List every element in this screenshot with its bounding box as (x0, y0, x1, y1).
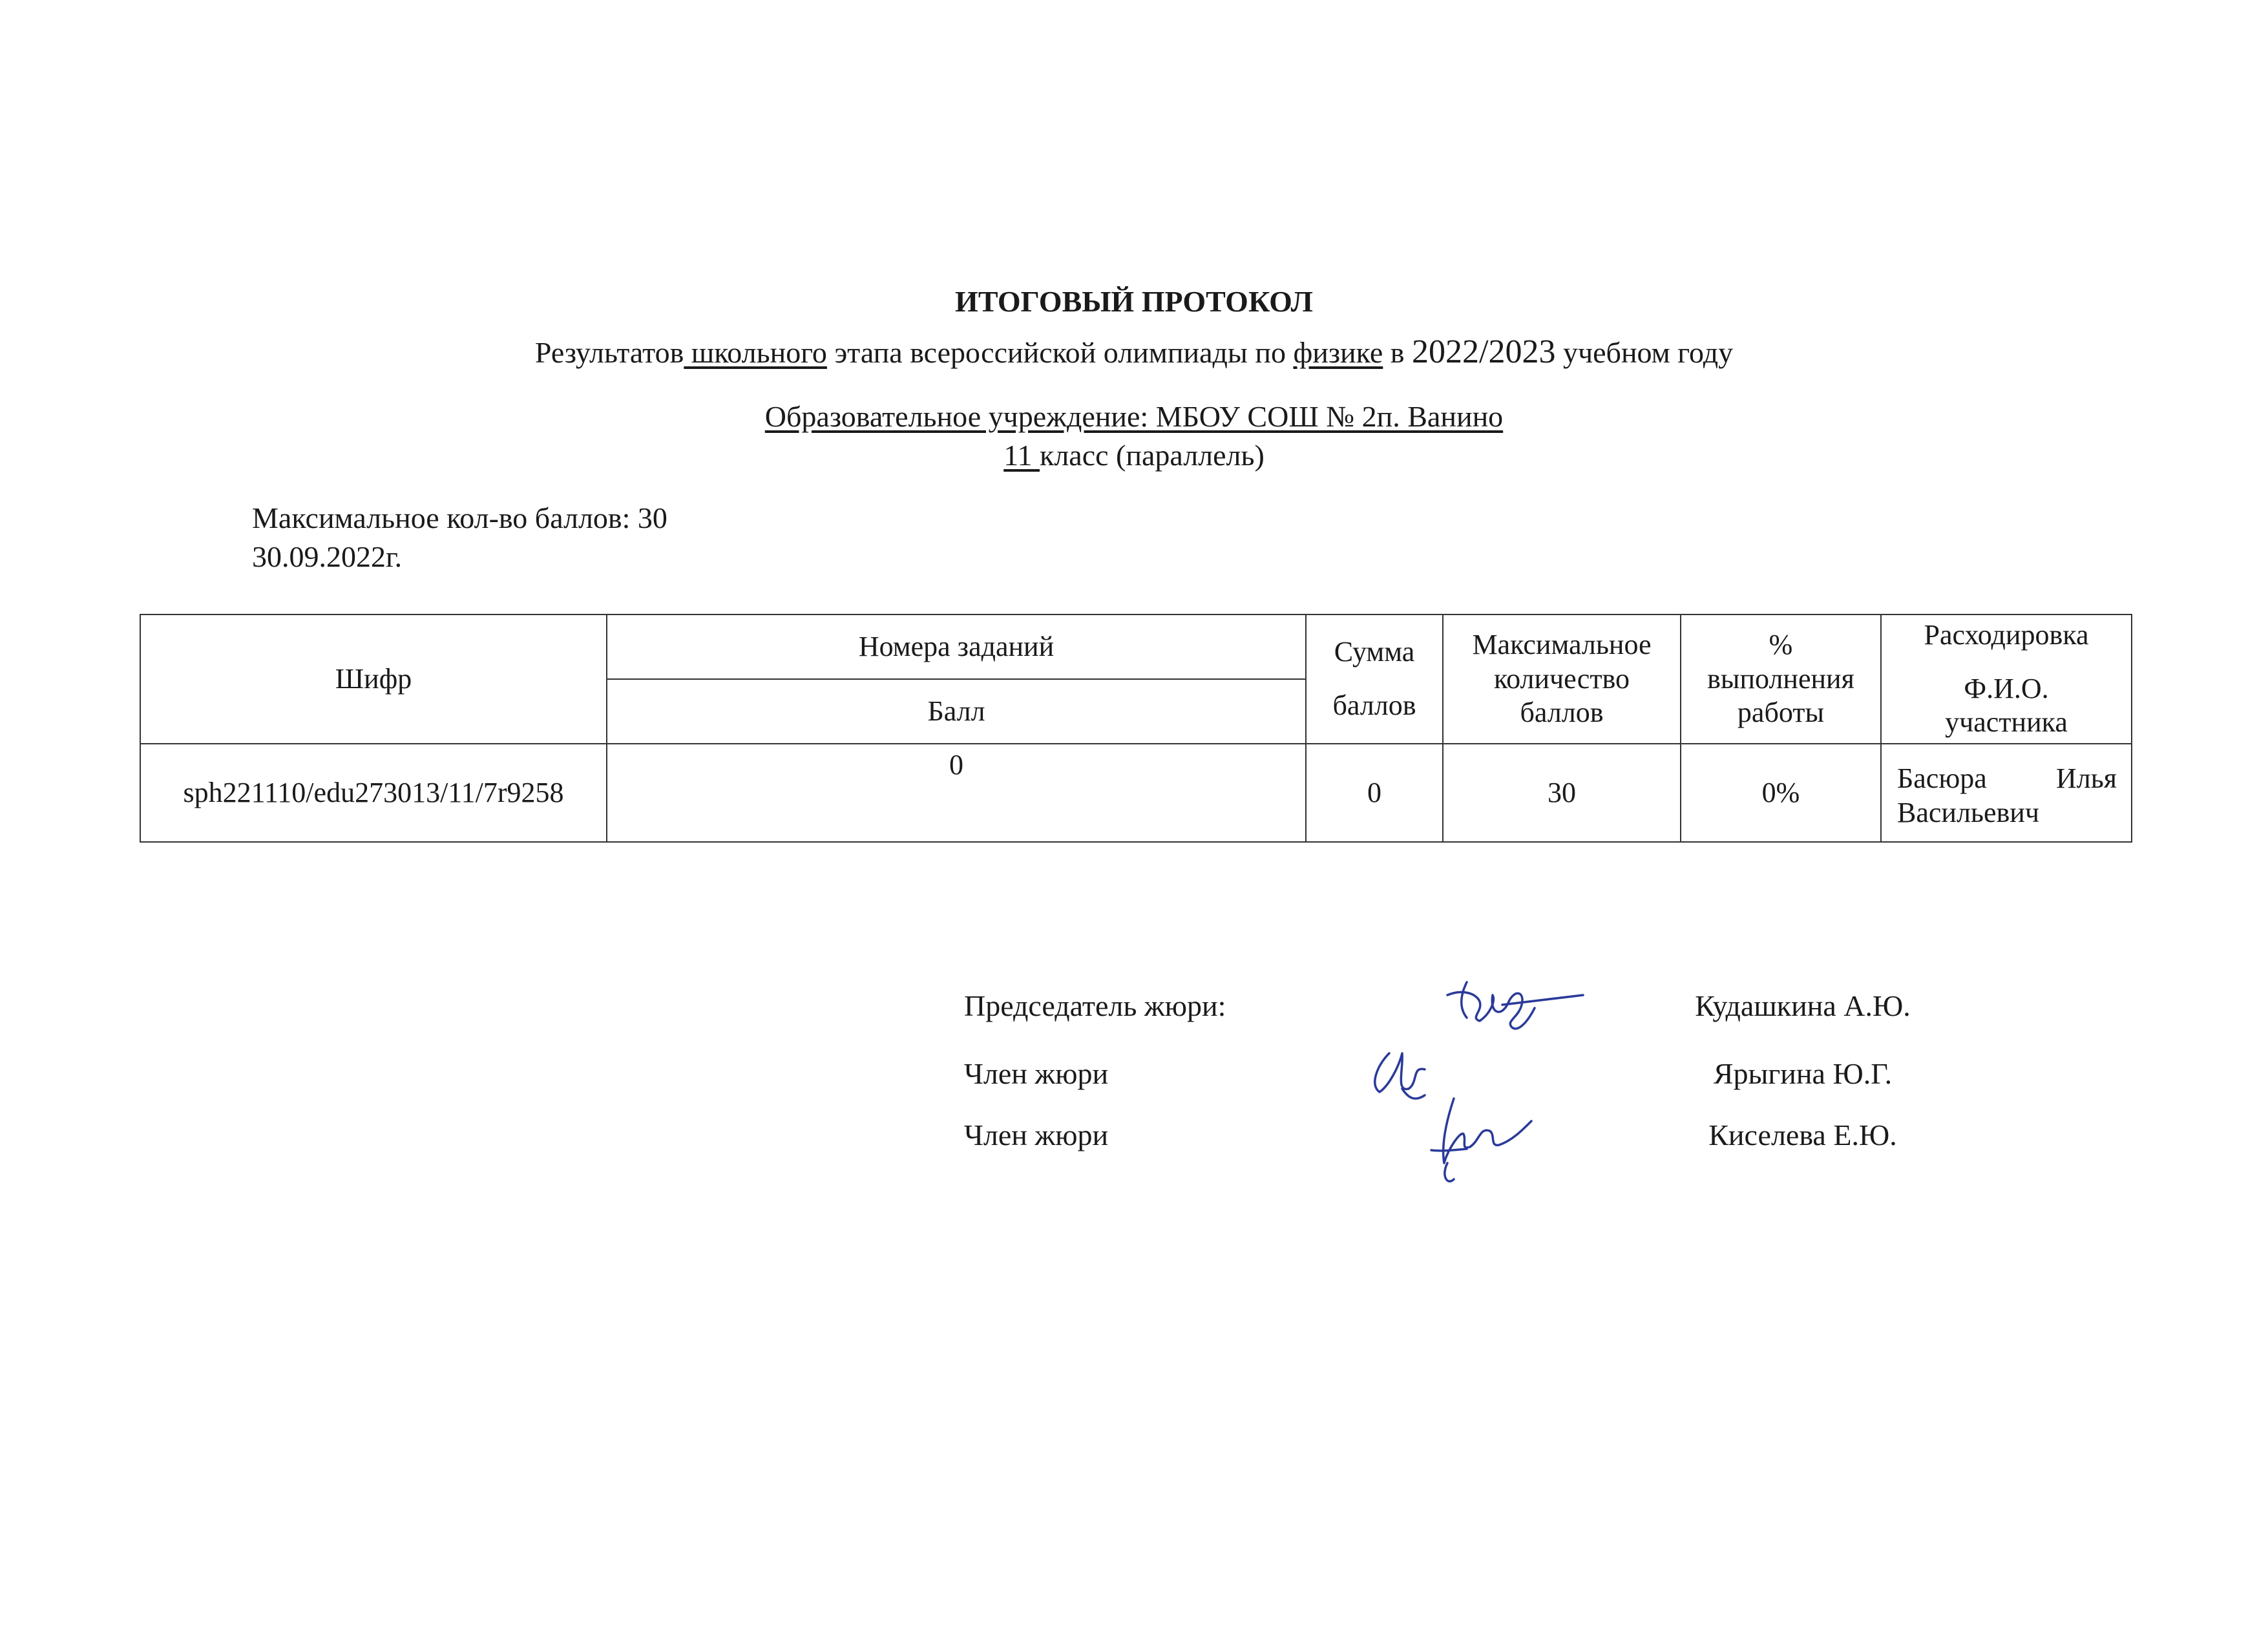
protocol-title: ИТОГОВЫЙ ПРОТОКОЛ (955, 285, 1313, 318)
jury-member1-label: Член жюри (964, 1057, 1109, 1090)
header-decode-line3: участника (1945, 706, 2068, 739)
cell-fio: Басюра Илья Васильевич (1881, 744, 2132, 842)
header-score: Балл (607, 679, 1306, 744)
signature-chair (1447, 982, 1583, 1029)
grade-number: 11 (1003, 439, 1040, 472)
jury-member1-name: Ярыгина Ю.Г. (1713, 1057, 1893, 1090)
header-decode-line2: Ф.И.О. (1964, 672, 2049, 704)
header-decoding (1881, 614, 2132, 744)
table-header-row (140, 614, 2132, 679)
header-decode-line1: Расходировка (1924, 618, 2089, 651)
signature-member1 (1375, 1053, 1425, 1098)
header-sum-line2: баллов (1332, 689, 1416, 721)
header-max-line1: Максимальное (1472, 628, 1652, 660)
header-max-line3: баллов (1520, 697, 1604, 729)
grade-line (0, 438, 2268, 472)
cell-percent: 0% (1681, 744, 1881, 842)
cell-sum: 0 (1306, 744, 1443, 842)
subtitle-stage: школьного (684, 336, 827, 369)
protocol-date: 30.09.2022г. (252, 540, 403, 573)
grade-suffix: класс (параллель) (1039, 439, 1265, 472)
subtitle-part2: этапа всероссийской олимпиады по (826, 336, 1294, 369)
cell-max: 30 (1443, 744, 1681, 842)
header-sum (1306, 614, 1443, 744)
header-sum-line1: Сумма (1334, 636, 1415, 668)
header-task-numbers: Номера заданий (607, 614, 1306, 679)
results-table (140, 614, 2132, 843)
header-max-line2: количество (1493, 662, 1630, 695)
header-cipher: Шифр (140, 614, 607, 744)
handwritten-signatures (1350, 956, 1609, 1202)
school-name: Образовательное учреждение: МБОУ СОШ № 2п. Ванино (764, 400, 1504, 433)
subtitle-part4: учебном году (1555, 336, 1734, 369)
jury-chair-label: Председатель жюри: (964, 989, 1226, 1022)
jury-member2-name: Киселева Е.Ю. (1708, 1119, 1897, 1151)
header-pct-line2: выполнения (1707, 662, 1854, 695)
cell-cipher: sph221110/edu273013/11/7r9258 (140, 744, 607, 842)
header-task-index: 0 (607, 744, 1306, 842)
subtitle-subject: физике (1293, 336, 1383, 369)
subtitle-part1: Результатов (534, 336, 684, 369)
header-pct-line3: работы (1737, 697, 1825, 729)
header-max (1443, 614, 1681, 744)
header-percent (1681, 614, 1881, 744)
jury-member2-label: Член жюри (964, 1119, 1109, 1151)
signature-member2 (1431, 1098, 1531, 1181)
jury-chair-name: Кудашкина А.Ю. (1695, 989, 1911, 1022)
header-pct-line1: % (1769, 628, 1793, 660)
max-score-line: Максимальное кол-во баллов: 30 (252, 501, 667, 534)
protocol-subtitle (0, 333, 2268, 371)
subtitle-year: 2022/2023 (1412, 333, 1556, 370)
subtitle-part3: в (1383, 336, 1412, 369)
